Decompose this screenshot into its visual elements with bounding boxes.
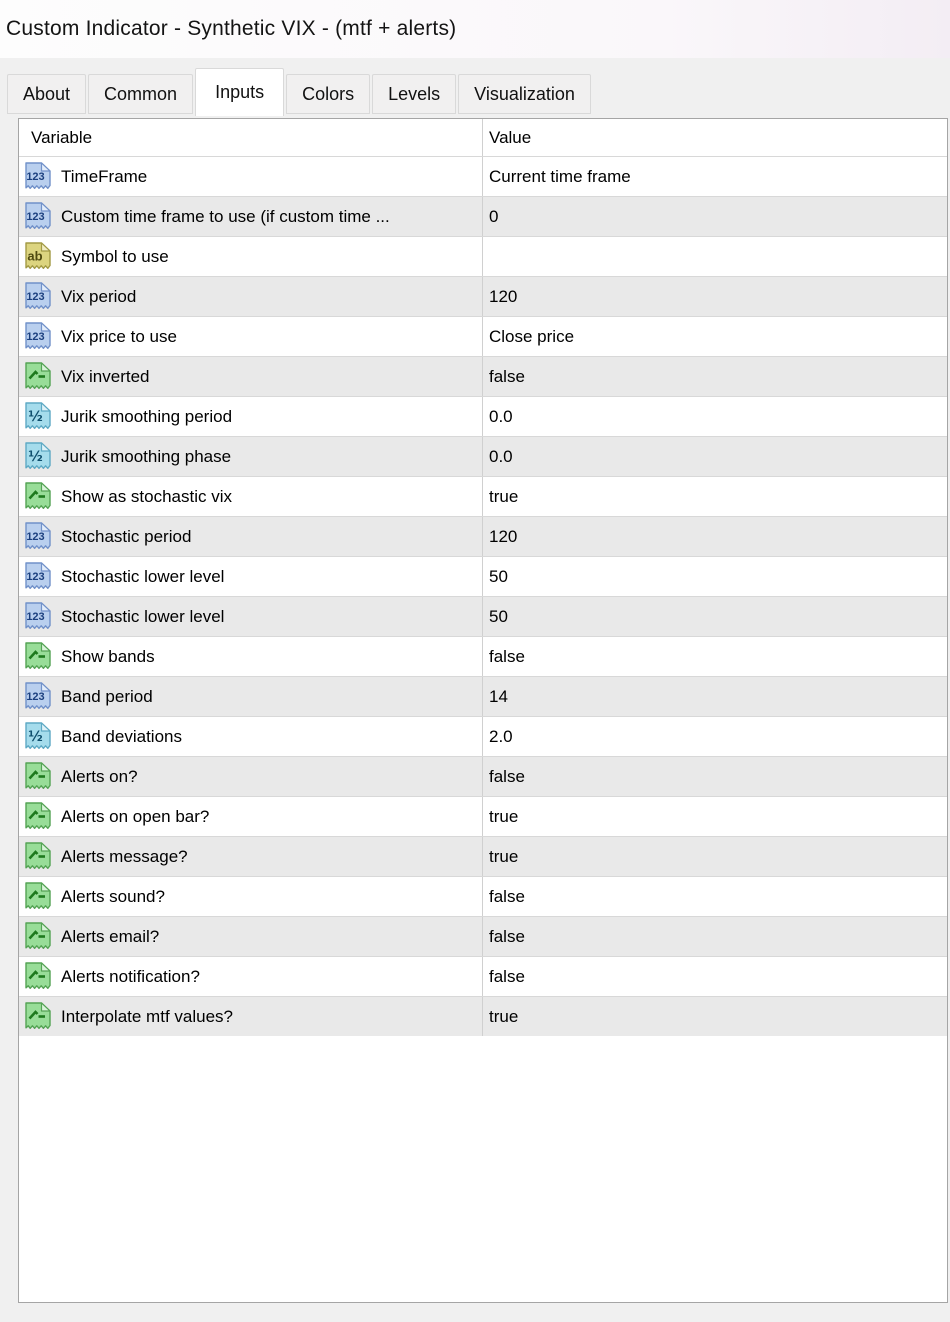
numeric-123-icon: [24, 281, 52, 312]
column-header-value[interactable]: Value: [489, 127, 532, 147]
value-cell[interactable]: 14: [489, 686, 508, 706]
value-cell[interactable]: Close price: [489, 326, 575, 346]
tab-label: Inputs: [215, 82, 265, 102]
title-bar: [0, 0, 950, 58]
svg-text:½: ½: [28, 729, 43, 745]
table-row[interactable]: [19, 916, 947, 956]
value-cell[interactable]: true: [489, 806, 519, 826]
boolean-line-icon: [24, 841, 52, 872]
decimal-half-icon: [24, 721, 52, 752]
tab-label: About: [23, 83, 71, 104]
table-row[interactable]: [19, 996, 947, 1036]
numeric-123-icon: [24, 601, 52, 632]
inputs-table: [18, 118, 948, 1303]
table-row[interactable]: [19, 876, 947, 916]
variable-cell: [19, 957, 483, 996]
table-row[interactable]: [19, 676, 947, 716]
variable-label: Show as stochastic vix: [61, 486, 233, 506]
variable-cell: [19, 477, 483, 516]
table-row[interactable]: [19, 396, 947, 436]
numeric-123-icon: [24, 521, 52, 552]
variable-cell: [19, 517, 483, 556]
svg-text:123: 123: [26, 691, 45, 703]
tab-visualization[interactable]: [458, 74, 591, 114]
variable-cell: [19, 837, 483, 876]
numeric-123-icon: [24, 161, 52, 192]
tab-label: Colors: [302, 83, 355, 104]
table-row[interactable]: [19, 636, 947, 676]
variable-cell: [19, 677, 483, 716]
value-cell[interactable]: true: [489, 1006, 519, 1026]
boolean-line-icon: [24, 1001, 52, 1032]
decimal-half-icon: [24, 401, 52, 432]
tab-about[interactable]: [7, 74, 86, 114]
decimal-half-icon: [24, 441, 52, 472]
variable-cell: [19, 597, 483, 636]
table-row[interactable]: [19, 956, 947, 996]
svg-text:ab: ab: [27, 248, 43, 264]
variable-label: Alerts message?: [61, 846, 188, 866]
text-ab-icon: [24, 241, 52, 272]
tab-levels[interactable]: [372, 74, 456, 114]
variable-label: Vix price to use: [61, 326, 177, 346]
tab-bar: [0, 66, 950, 114]
window-title: Custom Indicator - Synthetic VIX - (mtf + alerts): [6, 17, 457, 40]
table-row[interactable]: [19, 356, 947, 396]
boolean-line-icon: [24, 761, 52, 792]
table-header-row: [19, 119, 947, 156]
variable-cell: [19, 237, 483, 276]
variable-cell: [19, 317, 483, 356]
variable-label: Jurik smoothing phase: [61, 446, 232, 466]
boolean-line-icon: [24, 881, 52, 912]
numeric-123-icon: [24, 681, 52, 712]
svg-text:123: 123: [26, 571, 45, 583]
value-cell[interactable]: true: [489, 486, 519, 506]
variable-cell: [19, 437, 483, 476]
value-cell[interactable]: false: [489, 886, 525, 906]
table-body: [19, 156, 947, 1036]
table-row[interactable]: [19, 436, 947, 476]
value-cell[interactable]: false: [489, 766, 525, 786]
numeric-123-icon: [24, 321, 52, 352]
boolean-line-icon: [24, 801, 52, 832]
table-row[interactable]: [19, 196, 947, 236]
boolean-line-icon: [24, 481, 52, 512]
variable-label: Show bands: [61, 646, 155, 666]
svg-text:123: 123: [26, 171, 45, 183]
value-cell[interactable]: 2.0: [489, 726, 513, 746]
variable-cell: [19, 717, 483, 756]
boolean-line-icon: [24, 921, 52, 952]
table-row[interactable]: [19, 756, 947, 796]
table-row[interactable]: [19, 716, 947, 756]
variable-label: TimeFrame: [61, 166, 148, 186]
value-cell[interactable]: 0.0: [489, 446, 513, 466]
value-cell[interactable]: false: [489, 366, 525, 386]
variable-cell: [19, 157, 483, 196]
variable-cell: [19, 757, 483, 796]
boolean-line-icon: [24, 361, 52, 392]
table-row[interactable]: [19, 476, 947, 516]
svg-text:123: 123: [26, 611, 45, 623]
value-cell[interactable]: false: [489, 966, 525, 986]
variable-cell: [19, 557, 483, 596]
value-cell[interactable]: 120: [489, 526, 518, 546]
value-cell[interactable]: 120: [489, 286, 518, 306]
value-cell[interactable]: false: [489, 926, 525, 946]
variable-cell: [19, 877, 483, 916]
variable-label: Vix inverted: [61, 366, 150, 386]
svg-text:½: ½: [28, 409, 43, 425]
column-header-variable[interactable]: Variable: [19, 119, 483, 156]
tab-inputs[interactable]: [195, 68, 284, 116]
variable-label: Band deviations: [61, 726, 182, 746]
variable-label: Interpolate mtf values?: [61, 1006, 233, 1026]
table-row[interactable]: [19, 236, 947, 276]
table-row[interactable]: [19, 796, 947, 836]
variable-label: Alerts on?: [61, 766, 138, 786]
table-row[interactable]: [19, 596, 947, 636]
value-cell[interactable]: false: [489, 646, 525, 666]
variable-label: Stochastic period: [61, 526, 192, 546]
boolean-line-icon: [24, 641, 52, 672]
table-row[interactable]: [19, 156, 947, 196]
table-row[interactable]: [19, 276, 947, 316]
table-row[interactable]: [19, 316, 947, 356]
variable-label: Band period: [61, 686, 153, 706]
svg-text:½: ½: [28, 449, 43, 465]
value-cell[interactable]: true: [489, 846, 519, 866]
variable-label: Stochastic lower level: [61, 606, 225, 626]
variable-cell: [19, 397, 483, 436]
value-cell[interactable]: 0: [489, 206, 499, 226]
numeric-123-icon: [24, 201, 52, 232]
value-cell[interactable]: [483, 237, 947, 276]
tab-common[interactable]: [88, 74, 193, 114]
tab-label: Levels: [388, 83, 441, 104]
value-cell[interactable]: 0.0: [489, 406, 513, 426]
variable-label: Custom time frame to use (if custom time ...: [61, 206, 390, 226]
tab-colors[interactable]: [286, 74, 370, 114]
variable-label: Alerts email?: [61, 926, 160, 946]
variable-cell: [19, 277, 483, 316]
variable-label: Jurik smoothing period: [61, 406, 233, 426]
variable-cell: [19, 637, 483, 676]
variable-label: Alerts on open bar?: [61, 806, 210, 826]
variable-cell: [19, 797, 483, 836]
variable-cell: [19, 357, 483, 396]
variable-label: Alerts sound?: [61, 886, 165, 906]
table-row[interactable]: [19, 516, 947, 556]
svg-text:123: 123: [26, 291, 45, 303]
variable-cell: [19, 917, 483, 956]
tab-label: Common: [104, 83, 178, 104]
table-row[interactable]: [19, 836, 947, 876]
svg-text:123: 123: [26, 531, 45, 543]
variable-cell: [19, 997, 483, 1036]
svg-text:123: 123: [26, 331, 45, 343]
value-cell[interactable]: Current time frame: [489, 166, 631, 186]
variable-label: Symbol to use: [61, 246, 169, 266]
variable-label: Vix period: [61, 286, 137, 306]
svg-text:123: 123: [26, 211, 45, 223]
variable-label: Stochastic lower level: [61, 566, 225, 586]
boolean-line-icon: [24, 961, 52, 992]
value-cell[interactable]: 50: [489, 566, 508, 586]
table-row[interactable]: [19, 556, 947, 596]
tab-label: Visualization: [474, 83, 575, 104]
variable-cell: [19, 197, 483, 236]
numeric-123-icon: [24, 561, 52, 592]
value-cell[interactable]: 50: [489, 606, 508, 626]
variable-label: Alerts notification?: [61, 966, 200, 986]
